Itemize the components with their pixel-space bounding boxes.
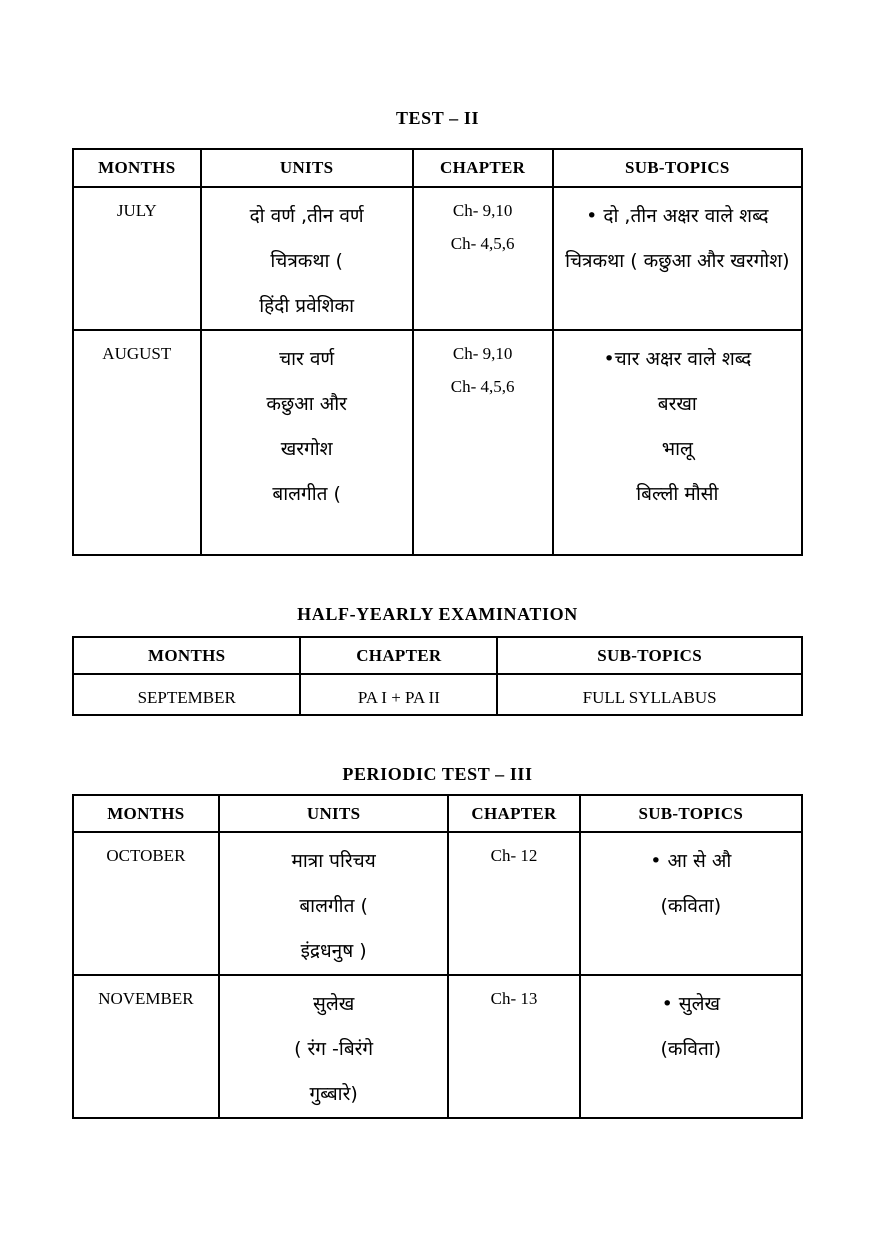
cell-line: बालगीत ( (299, 895, 368, 917)
column-header: UNITS (201, 149, 413, 187)
cell-line: Ch- 9,10 (452, 201, 513, 220)
table-cell (497, 674, 802, 715)
column-header: MONTHS (73, 637, 300, 674)
table-cell (201, 330, 413, 555)
cell-line: Ch- 4,5,6 (450, 234, 515, 253)
cell-line: PA I + PA II (357, 688, 440, 707)
cell-line: दो वर्ण ,तीन वर्ण (249, 205, 364, 227)
cell-line: चार वर्ण (279, 348, 335, 370)
cell-line: • दो ,तीन अक्षर वाले शब्द (586, 205, 769, 227)
cell-line: Ch- 9,10 (452, 344, 513, 363)
periodic-test-3-table (72, 794, 803, 1119)
column-header: CHAPTER (300, 637, 497, 674)
cell-line: चित्रकथा ( (270, 250, 343, 272)
cell-line: Ch- 12 (490, 846, 538, 865)
table-cell (580, 975, 802, 1118)
table-cell (300, 674, 497, 715)
table-cell (580, 832, 802, 975)
column-header: CHAPTER (448, 795, 579, 832)
cell-line: NOVEMBER (98, 989, 194, 1008)
column-header: MONTHS (73, 149, 201, 187)
cell-line: (कविता) (660, 1038, 722, 1060)
cell-line: JULY (116, 201, 157, 220)
table-cell (73, 832, 219, 975)
cell-line: सुलेख (312, 993, 355, 1015)
column-header: SUB-TOPICS (580, 795, 802, 832)
cell-line: खरगोश (280, 438, 333, 460)
header-row (73, 637, 802, 674)
table-cell (413, 187, 553, 330)
table-cell (73, 975, 219, 1118)
table-row (73, 975, 802, 1118)
section-title-periodic-test-3: PERIODIC TEST – III (342, 764, 533, 784)
cell-line: गुब्बारे) (309, 1083, 358, 1105)
document-content (72, 0, 803, 1119)
cell-line: • आ से औ (650, 850, 732, 872)
cell-line: ( रंग -बिरंगे (294, 1038, 374, 1060)
cell-line: OCTOBER (106, 846, 186, 865)
table-cell (553, 330, 802, 555)
column-header: CHAPTER (413, 149, 553, 187)
table-row (73, 330, 802, 555)
table-cell (201, 187, 413, 330)
cell-line: AUGUST (102, 344, 172, 363)
cell-line: मात्रा परिचय (291, 850, 376, 872)
table-cell (553, 187, 802, 330)
cell-line: SEPTEMBER (137, 688, 236, 707)
table-cell (73, 674, 300, 715)
column-header: UNITS (219, 795, 449, 832)
cell-line: Ch- 13 (490, 989, 538, 1008)
table-cell (219, 832, 449, 975)
column-header: SUB-TOPICS (497, 637, 802, 674)
table-cell (448, 975, 579, 1118)
column-header: MONTHS (73, 795, 219, 832)
test-2-table (72, 148, 803, 556)
cell-line: FULL SYLLABUS (582, 688, 717, 707)
table-row (73, 187, 802, 330)
cell-line: • सुलेख (661, 993, 721, 1015)
table-cell (73, 187, 201, 330)
cell-line: हिंदी प्रवेशिका (259, 295, 355, 317)
header-row (73, 149, 802, 187)
section-title-test-2: TEST – II (395, 108, 480, 128)
cell-line: बालगीत ( (272, 483, 341, 505)
cell-line: •चार अक्षर वाले शब्द (603, 348, 752, 370)
table-cell (448, 832, 579, 975)
table-row (73, 674, 802, 715)
cell-line: Ch- 4,5,6 (450, 377, 515, 396)
cell-line: (कविता) (660, 895, 722, 917)
header-row (73, 795, 802, 832)
column-header: SUB-TOPICS (553, 149, 802, 187)
cell-line: चित्रकथा ( कछुआ और खरगोश) (565, 250, 790, 272)
table-cell (413, 330, 553, 555)
table-row (73, 832, 802, 975)
cell-line: कछुआ और (266, 393, 347, 415)
cell-line: बरखा (657, 393, 697, 415)
cell-line: बिल्ली मौसी (636, 483, 719, 505)
section-title-half-yearly: HALF-YEARLY EXAMINATION (297, 604, 578, 624)
half-yearly-table (72, 636, 803, 716)
table-cell (73, 330, 201, 555)
table-cell (219, 975, 449, 1118)
cell-line: इंद्रधनुष ) (300, 940, 367, 962)
cell-line: भालू (661, 438, 693, 460)
